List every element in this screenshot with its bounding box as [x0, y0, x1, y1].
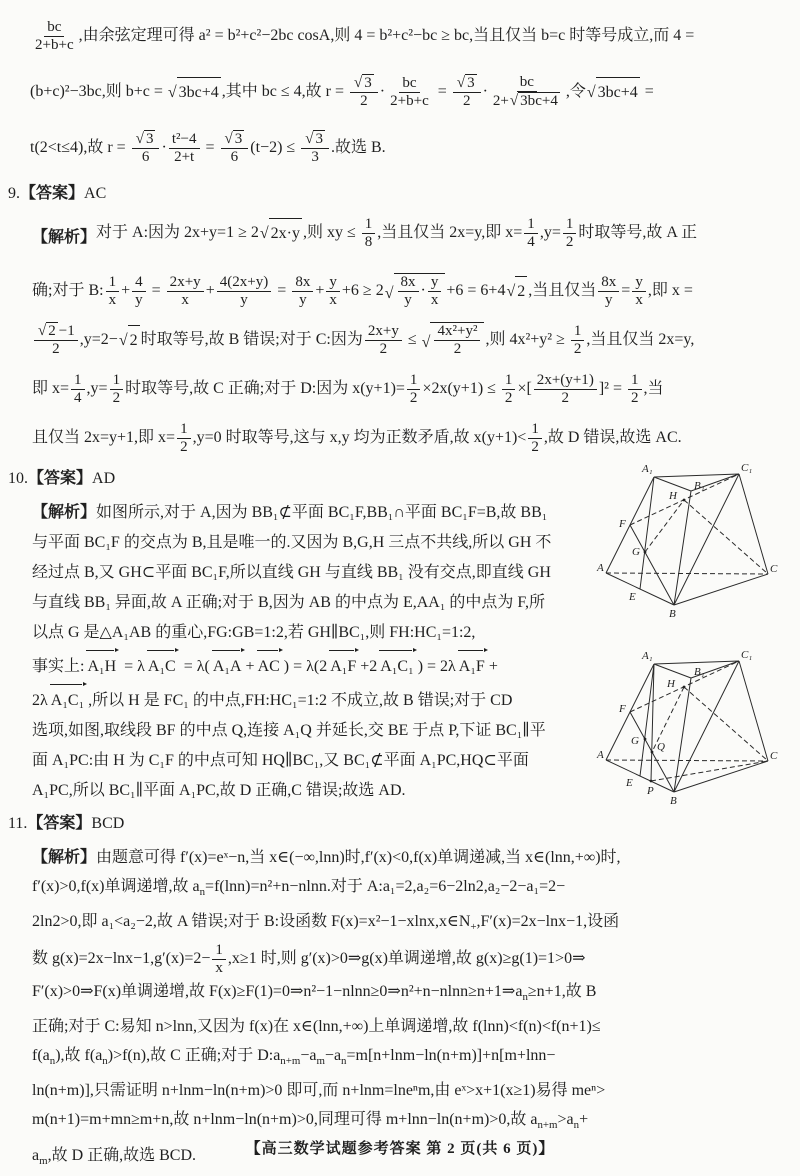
figure-label: E [629, 591, 636, 603]
solution-line: 面 A₁PC:由 H 为 C₁F 的中点可知 HQ∥BC₁,又 BC₁⊄平面 A₁PC,HQ⊂平面 [32, 752, 529, 769]
figure-label: A [597, 749, 604, 761]
figure-label: C [770, 750, 778, 762]
solution-line: 且仅当 2x=y+1,即 x= $\frac{1}{2}$ ,y=0 时取等号,这与 x,y 均为正数矛盾,故 x(y+1)< $\frac{1}{2}$ ,故 D 错误,故选 AC. [32, 420, 682, 455]
solution-label: 【解析】 [32, 228, 97, 246]
figure-label: C₁ [741, 649, 753, 661]
answer-label: 【答案】 [28, 470, 93, 487]
solution-line: 经过点 B,又 GH⊂平面 BC₁F,所以直线 GH 与直线 BB₁ 没有交点,即直线 GH [32, 564, 551, 581]
figure-labels [596, 649, 778, 806]
figure [596, 459, 778, 624]
solution-line: 与平面 BC₁F 的交点为 B,且是唯一的.又因为 B,G,H 三点不共线,所以 GH 不 [32, 534, 552, 551]
answer-label: 【答案】 [20, 185, 85, 202]
question-number: 9. [8, 185, 20, 202]
figure-label: B [669, 608, 676, 619]
solution-line: 以点 G 是△A₁AB 的重心,FG:GB=1:2,若 GH∥BC₁,则 FH:HC₁=1:2, [32, 624, 476, 641]
figure-label: F [619, 703, 626, 715]
solution-line: 数 g(x)=2x−lnx−1,g′(x)=2− $\frac{1}{x}$ ,x≥1 时,则 g′(x)>0⇒g(x)单调递增,故 g(x)≥g(1)=1>0⇒ [32, 942, 586, 977]
solution-block [32, 843, 778, 1176]
solution-line: 确;对于 B: $\frac{1}{x}$ + $\frac{4}{y}$ = $\frac{2x+y}{x}$ + $\frac{4(2x+y)}{y}$ = $\frac{8x}{y}$ + $\frac{y}{x}$ +6 ≥ 2 √ $\frac{8x}{y}$ · $\frac{y}{x}$ +6 = 6+4 √ 2 ,当且仅当 $\frac{8x}{y}$ = $\frac{y}{x}$ ,即 x = [32, 273, 693, 308]
solution-line: 2λ A₁C₁ ,所以 H 是 FC₁ 的中点,FH:HC₁=1:2 不成立,故 B 错误;对于 CD [32, 682, 630, 716]
solution-line: 正确;对于 C:易知 n>lnn,又因为 f(x)在 x∈(lnn,+∞)上单调递增,故 f(lnn)<f(n)<f(n+1)≤ [32, 1018, 601, 1036]
prism-figure-2 [596, 646, 778, 806]
solution-line: 2ln2>0,即 a₁<a₂−2,故 A 错误;对于 B:设函数 $F(x)=x^2-1-xlnx,x\in N_+,F'(x)=2x-\ln x-1$,设函 [32, 913, 620, 934]
figure-label: C [770, 563, 778, 575]
solution-label: 【解析】 [32, 504, 97, 521]
figure-label: G [631, 735, 639, 747]
prism-figure-1 [596, 459, 778, 619]
answer-value: BCD [91, 815, 125, 832]
figure-label: F [619, 518, 626, 530]
figure-label: C₁ [741, 462, 753, 474]
solution-line: 与直线 BB₁ 异面,故 A 正确;对于 B,因为 AB 的中点为 E,AA₁ 的中点为 F,所 [32, 594, 546, 611]
solution-label: 【解析】 [32, 849, 97, 866]
solution-line [32, 498, 630, 528]
figure-label: H [669, 490, 677, 502]
figure-label: B₁ [694, 666, 705, 678]
figure-label: A [597, 562, 604, 574]
solution-block [32, 213, 778, 458]
solution-line: f′(x)>0,f(x)单调递增,故 $a_n=f(\ln n)=n^2+n-nlnn$.对于 A:a₁=2,a₂=6−2ln2,a₂−2−a₁=2− [32, 878, 566, 899]
math-line: 由题意可得 f′(x)=eˣ−n,当 x∈(−∞,lnn)时,f′(x)<0,f(x)单调递减,当 x∈(lnn,+∞)时, [96, 849, 621, 866]
solution-line: 事实上: A₁H = λ A₁C = λ( A₁A + AC ) = λ(2 A₁F +2 A₁C₁ ) = 2λ A₁F + [32, 648, 630, 682]
figure-edges-solid [606, 661, 768, 792]
figure-label: E [626, 777, 633, 789]
solution-line [32, 843, 778, 872]
question-number: 11. [8, 815, 28, 832]
math-line: 如图所示,对于 A,因为 BB₁⊄平面 BC₁F,BB₁∩平面 BC₁F=B,故 BB₁ [96, 504, 548, 521]
solution-block [32, 498, 630, 806]
figure-label: Q [657, 741, 665, 753]
answer-line [8, 182, 778, 206]
question-10-section [8, 462, 778, 806]
solution-line: 即 x= $\frac{1}{4}$ ,y= $\frac{1}{2}$ 时取等号,故 C 正确;对于 D:因为 x(y+1)= $\frac{1}{2}$ ×2x(y+1) ≤ $\frac{1}{2}$ ×[ $\frac{2x+(y+1)}{2}$ ]² = $\frac{1}{2}$ ,当 [32, 371, 664, 406]
figure-labels [596, 462, 778, 619]
page-footer: 【高三数学试题参考答案 第 2 页(共 6 页)】 [245, 1141, 555, 1157]
solution-line [32, 213, 778, 262]
math-line: $\frac{bc}{2+b+c}$ ,由余弦定理可得 a² = b²+c²−2bc cosA,则 4 = b²+c²−bc ≥ bc,当且仅当 b=c 时等号成立,而 4 = [35, 18, 695, 53]
solution-line: ln(n+m)],只需证明 n+lnm−ln(n+m)>0 即可,而 n+lnm=lneⁿm,由 eˣ>x+1(x≥1)易得 meⁿ> [32, 1082, 606, 1100]
figure [596, 646, 778, 811]
question-9-section [8, 182, 778, 458]
solution-line: F′(x)>0⇒F(x)单调递增,故 $F(x)\ge F(1)=0\Rightarrow n^2-1-nlnn\ge 0\Rightarrow n^2+n-nlnn\ge n+1\Rightarrow a_n\ge n+1$,故 B [32, 983, 597, 1004]
math-line: t(2<t≤4),故 r = √ 3 6 · $\frac{\text{t²−4}}{2+t}$ = √ 3 6 (t−2) ≤ √ 3 3 .故选 B. [30, 130, 386, 165]
question-11-section [8, 812, 778, 1176]
answer-label: 【答案】 [27, 815, 92, 832]
solution-line: 选项,如图,取线段 BF 的中点 Q,连接 A₁Q 并延长,交 BE 于点 P,下证 BC₁∥平 [32, 722, 546, 739]
answer-value: AC [84, 185, 107, 202]
figure-edges-solid [606, 474, 768, 605]
answer-value: AD [92, 470, 116, 487]
math-line: (b+c)²−3bc,则 b+c = √ 3bc+4 ,其中 bc ≤ 4,故 r = √ 3 2 · $\frac{bc}{2+b+c}$ = √ 3 2 · bc 2+√ 3bc+4 ,令 √ 3bc+4 = [30, 74, 654, 109]
figure-label: A₁ [642, 463, 653, 475]
figure-column [596, 459, 778, 833]
figure-label: B₁ [694, 480, 705, 492]
math-line: 对于 A:因为 2x+y=1 ≥ 2 √ 2x·y ,则 xy ≤ $\frac{1}{8}$ ,当且仅当 2x=y,即 x= $\frac{1}{4}$ ,y= $\frac{1}{2}$ 时取等号,故 A 正 [96, 215, 698, 250]
solution-line: $a_m$,故 D 正确,故选 BCD. [32, 1146, 197, 1167]
continuation-section [30, 14, 778, 170]
solution-line: √ 2 −1 2 ,y=2− √ 2 时取等号,故 B 错误;对于 C:因为 $\frac{2x+y}{2}$ ≤ √ $\frac{\text{4x²+y²}}{2}$ ,则 4x²+y² ≥ $\frac{1}{2}$ ,当且仅当 2x=y, [32, 320, 778, 360]
question-number: 10. [8, 470, 28, 487]
figure-label: B [670, 795, 677, 806]
figure-label: A₁ [642, 650, 653, 662]
figure-label: G [632, 546, 640, 558]
solution-line: m(n+1)=m+mn≥m+n,故 n+lnm−ln(n+m)>0,同理可得 m+lnn−ln(n+m)>0,故 $a_{n+m}>a_n+$ [32, 1111, 589, 1132]
solution-line: $f(a_n)$,故 $f(a_n)>f(n)$,故 C 正确;对于 $D:a_{n+m}-a_m-a_n=m[n+\ln m-\ln(n+m)]+n[m+\ln n-$ [32, 1047, 556, 1068]
figure-label: H [667, 678, 675, 690]
figure-label: P [647, 785, 654, 797]
solution-line: A₁PC,所以 BC₁∥平面 A₁PC,故 D 正确,C 错误;故选 AD. [32, 782, 406, 799]
